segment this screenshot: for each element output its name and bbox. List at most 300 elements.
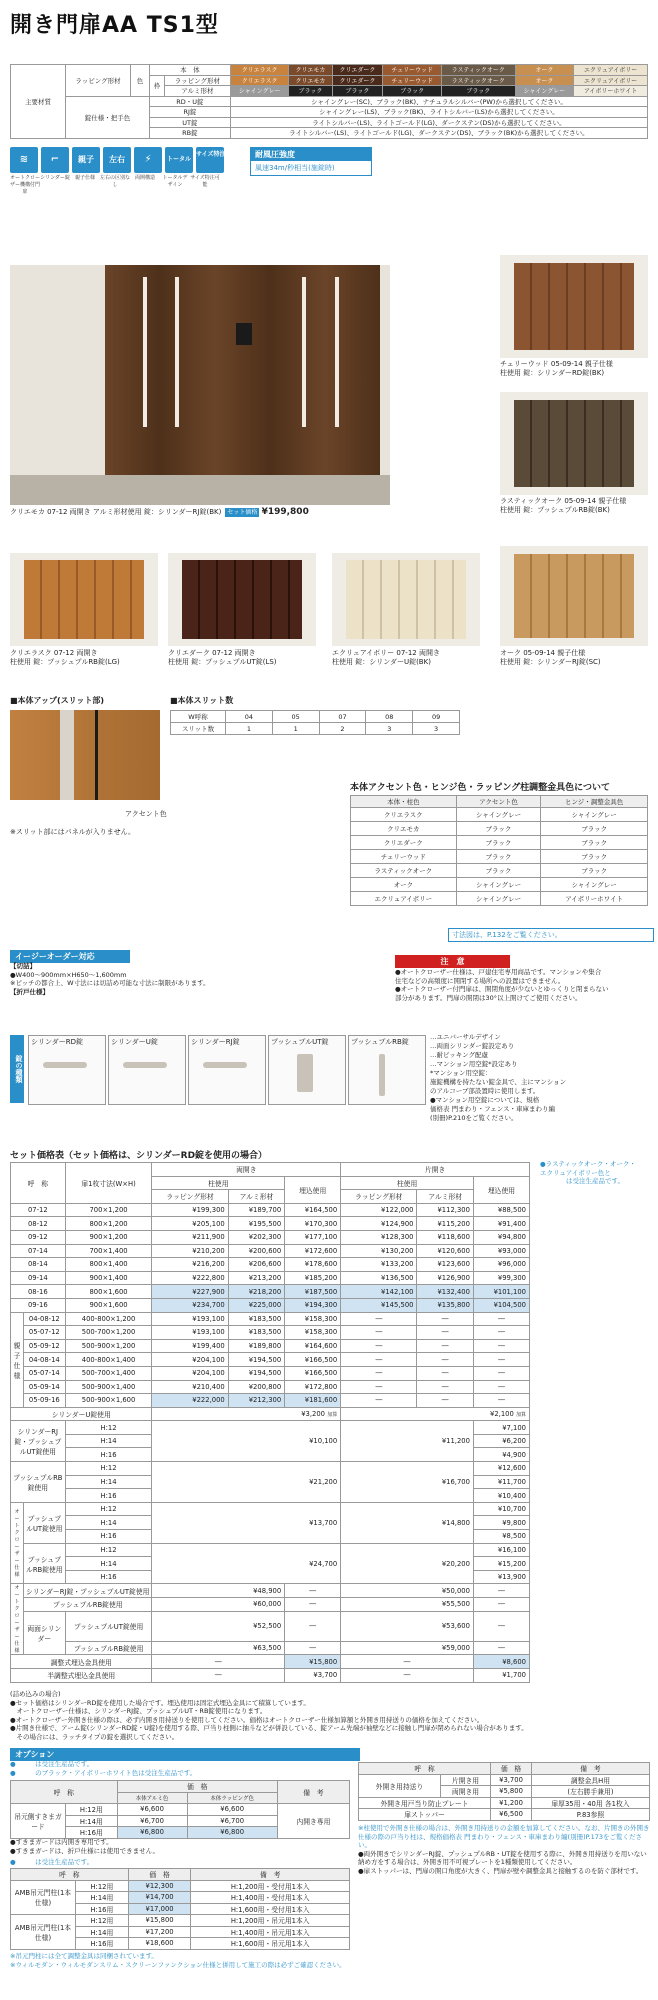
post-table [10, 1868, 350, 1950]
price-cell: ¥205,100 [152, 1217, 228, 1231]
slit-count: 3 [366, 723, 413, 735]
main-price: ¥199,800 [261, 507, 309, 517]
height-label: H:16 [65, 1570, 152, 1584]
color-swatch: チェリーウッド [383, 75, 442, 86]
gate-slit [335, 277, 339, 427]
price-cell: ¥178,600 [285, 1258, 341, 1272]
price-cell: ¥200,600 [228, 1244, 284, 1258]
extra-row [11, 1611, 530, 1641]
accent-cell: シャイングレー [541, 808, 648, 822]
side-photo [500, 255, 648, 358]
price-cell: ¥193,100 [152, 1326, 228, 1340]
price-row [11, 1244, 530, 1258]
price-header: 埋込使用 [285, 1176, 341, 1203]
autocloser-icon: ≋ [10, 147, 38, 173]
group-label: プッシュプルRB錠使用 [24, 1543, 66, 1584]
accent-cell: シャイングレー [456, 878, 541, 892]
note-line: オートクローザー仕様は、シリンダーRJ錠、プッシュプルUT・RB錠使用になります。 [10, 1707, 267, 1715]
legend-line: 施錠機構を持たない錠金具で、主にマンション [430, 1078, 567, 1086]
adjust-label: 調整式埋込金具使用 [11, 1655, 152, 1669]
price-cell: ¥200,800 [228, 1380, 284, 1394]
page-title: 開き門扉AA TS1型 [10, 13, 219, 38]
side-caption-1: チェリーウッド 05-09-14 親子仕様 [500, 360, 613, 368]
height-label: H:16 [65, 1489, 152, 1503]
gap-guard-notes [10, 1838, 159, 1855]
dash: ― [473, 1366, 529, 1380]
opt-note: ●すきまガードは、折戸仕様には使用できません。 [10, 1846, 160, 1855]
opt-cell: H:1,400用・受付用1本入 [191, 1892, 350, 1904]
row-caption-1: クリエダーク 07-12 両開き [168, 649, 256, 657]
group-single: ¥11,200 [341, 1421, 474, 1462]
price-cell: ¥104,500 [473, 1298, 529, 1312]
opt-cell: 扉厚35用・40用 各1枚入 [531, 1797, 649, 1809]
accent-cell: クリエラスク [351, 808, 457, 822]
color-swatch: チェリーウッド [383, 65, 442, 76]
legend-line: 価格表 門まわり・フェンス・車庫まわり編 [430, 1105, 556, 1113]
accent-header: 本体・柱色 [351, 796, 457, 808]
halfadj-value: ¥3,700 [313, 1671, 338, 1680]
post-notes [10, 1952, 350, 1969]
legend-line: …マンション用空錠*設定あり [430, 1060, 518, 1068]
opt-name: 吊元側すきまガード [11, 1804, 66, 1839]
addon-value: ¥2,100 [490, 1409, 514, 1418]
slit-note: ※スリット部にはパネルが入りません。 [10, 828, 136, 836]
spec-color-label: 色 [131, 65, 150, 97]
wind-resistance-box [250, 147, 372, 176]
row-photo [332, 553, 480, 646]
price-cell: ¥164,500 [285, 1203, 341, 1217]
opt-note: ※柱使用で外開き仕様の場合は、外開き用持送りの金額を加算してください。なお、片開きの外開き仕様の際の戸当り柱は、規格価格表 門まわり・フェンス・車庫まわり編(別冊)P.173をご覧ください。 [358, 1824, 650, 1849]
price-cell: ¥99,300 [473, 1271, 529, 1285]
gate-door [182, 560, 302, 638]
dash: ― [417, 1353, 473, 1367]
opt-cell: ¥6,700 [187, 1815, 277, 1827]
dash: ― [473, 1394, 529, 1408]
wind-head: 耐風圧強度 [251, 148, 371, 161]
dash: ― [341, 1380, 417, 1394]
price-cell: 500-900×1,600 [65, 1394, 152, 1408]
push-pull-handle-icon [297, 1054, 313, 1092]
spec-body-label: 本 体 [150, 65, 231, 76]
height-label: H:14 [65, 1434, 152, 1448]
opt-header: 価 格 [117, 1781, 277, 1793]
price-cell: 05-07-12 [24, 1326, 66, 1340]
opt-cell: H:14用 [76, 1926, 129, 1938]
dash: ― [417, 1366, 473, 1380]
side-caption [500, 360, 613, 378]
extra-cell: ¥60,000 [152, 1598, 285, 1612]
price-header: アルミ形材 [228, 1190, 284, 1204]
group-embed: ¥10,700 [473, 1502, 529, 1516]
price-cell: ¥96,000 [473, 1258, 529, 1272]
price-cell: 900×1,600 [65, 1298, 152, 1312]
extra-cell: ― [473, 1598, 529, 1612]
note-line: その場合には、ラッチタイプの錠を選択してください。 [10, 1732, 179, 1741]
price-cell: ¥88,500 [473, 1203, 529, 1217]
custom-size-icon: サイズ特注 [196, 147, 224, 173]
opt-cell: H:16用 [66, 1827, 118, 1839]
accent-cell: クリエモカ [351, 822, 457, 836]
opt-cell: H:14用 [66, 1815, 118, 1827]
price-cell: ¥170,300 [285, 1217, 341, 1231]
addon-label: シリンダーU錠使用 [11, 1407, 152, 1421]
option-note: ● のブラック・アイボリーホワイト色は受注生産品です。 [10, 1768, 197, 1777]
price-cell: 05-09-12 [24, 1339, 66, 1353]
row-photo [500, 546, 648, 646]
slit-count-heading: ■本体スリット数 [170, 696, 234, 705]
left-right-icon: 左右 [103, 147, 131, 173]
price-header: 柱使用 [341, 1176, 474, 1190]
price-cell: ¥112,300 [417, 1203, 473, 1217]
price-row [11, 1217, 530, 1231]
dash: ― [341, 1394, 417, 1408]
tax-label: 加算 [515, 1411, 526, 1418]
price-cell: 04-08-14 [24, 1353, 66, 1367]
price-cell: ¥199,400 [152, 1339, 228, 1353]
price-cell: ¥172,600 [285, 1244, 341, 1258]
color-swatch: クリエラスク [230, 65, 289, 76]
addon-row [11, 1543, 530, 1557]
main-photo-caption [10, 508, 410, 517]
accent-heading: 本体アクセント色・ヒンジ色・ラッピング柱調整金具色について [350, 783, 610, 793]
price-cell: ¥124,900 [341, 1217, 417, 1231]
extra-label: プッシュプルUT錠使用 [65, 1611, 152, 1641]
price-cell: ¥193,100 [152, 1312, 228, 1326]
accent-cell: シャイングレー [456, 808, 541, 822]
price-row [11, 1298, 530, 1312]
gate-slit [175, 277, 179, 427]
spec-frame-label: 枠 [150, 75, 165, 96]
dash: ― [152, 1655, 285, 1669]
opt-cell: H:16用 [76, 1903, 129, 1915]
icon-label: 両開構造 [134, 175, 155, 181]
extra-cell: ― [473, 1611, 529, 1641]
dash: ― [473, 1326, 529, 1340]
price-cell: 08-16 [11, 1285, 66, 1299]
opt-cell: ¥6,800 [187, 1827, 277, 1839]
accent-cell: ブラック [456, 864, 541, 878]
oyako-row [11, 1312, 530, 1326]
height-label: H:14 [65, 1516, 152, 1530]
gap-guard-table [10, 1780, 350, 1839]
icon-label: シリンダー錠 [40, 175, 70, 181]
price-cell: ¥194,500 [228, 1353, 284, 1367]
accent-line [95, 710, 98, 800]
gate-door [24, 560, 144, 638]
extra-cell: ¥50,000 [341, 1584, 474, 1598]
opt-header: 呼 称 [359, 1763, 491, 1775]
extra-cell: ― [285, 1611, 341, 1641]
group-double: ¥24,700 [152, 1543, 341, 1584]
slit-w: 04 [226, 711, 273, 723]
fold-head: 【折戸仕様】 [10, 987, 49, 996]
height-label: H:14 [65, 1557, 152, 1571]
price-cell: ¥158,300 [285, 1326, 341, 1340]
price-cell: ¥225,000 [228, 1298, 284, 1312]
height-label: H:12 [65, 1543, 152, 1557]
price-cell: ¥177,100 [285, 1230, 341, 1244]
group-double: ¥10,100 [152, 1421, 341, 1462]
icon-label: トータルデザイン [162, 175, 188, 188]
price-header: 片開き [341, 1163, 530, 1177]
price-cell: ¥185,200 [285, 1271, 341, 1285]
opt-cell: ¥6,800 [117, 1827, 187, 1839]
accent-cell: ラスティックオーク [351, 864, 457, 878]
price-cell: ¥166,500 [285, 1366, 341, 1380]
price-cell: 05-09-14 [24, 1380, 66, 1394]
height-label: H:14 [65, 1475, 152, 1489]
color-swatch: クリエモカ [289, 65, 332, 76]
lock-name: RB錠 [150, 128, 231, 139]
alu-color: ブラック [441, 86, 515, 97]
accent-cell: シャイングレー [541, 878, 648, 892]
adjust-single [473, 1655, 529, 1669]
color-swatch: ラスティックオーク [441, 65, 515, 76]
post-row [11, 1915, 350, 1927]
spec-wrap-label: ラッピング形材 [165, 75, 231, 86]
opt-cell: ¥14,700 [128, 1892, 191, 1904]
addon-price [341, 1407, 530, 1421]
group-label: プッシュプルRB錠使用 [11, 1462, 66, 1503]
spec-table [10, 64, 648, 139]
height-label: H:16 [65, 1530, 152, 1544]
price-cell: ¥123,600 [417, 1258, 473, 1272]
icon-label: 親子仕様 [74, 175, 95, 181]
extra-row [11, 1584, 530, 1598]
price-cell: 800×1,600 [65, 1285, 152, 1299]
price-cell: ¥118,600 [417, 1230, 473, 1244]
opt-cell: H:14用 [76, 1892, 129, 1904]
price-cell: ¥132,400 [417, 1285, 473, 1299]
price-header: 呼 称 [11, 1163, 66, 1204]
row-photo [10, 553, 158, 646]
lever-handle-icon [123, 1062, 167, 1068]
dash: ― [473, 1312, 529, 1326]
note-line: ●セット価格はシリンダーRD錠を使用した場合です。埋込使用は固定式埋込金具にて積算しています。 [10, 1698, 310, 1707]
tax-label: 加算 [327, 1411, 338, 1418]
auto-label: オートクローザー仕様 [11, 1502, 24, 1584]
legend-line: (別冊)P.210をご覧ください。 [430, 1114, 518, 1122]
halfadj-double [285, 1669, 341, 1683]
opt-name: 外開き用戸当り防止プレート [359, 1797, 491, 1809]
lock-colors: シャイングレー(LS)、ブラック(BK)、ライトシルバー(LS)から選択してください。 [230, 107, 647, 118]
dash: ― [152, 1669, 285, 1683]
opt-note: ※ウィルモダン・ウィルモダンスリム・スクリーンファンクション仕様と併用して施工の際は必ずご確認ください。 [10, 1960, 346, 1969]
group-embed: ¥13,900 [473, 1570, 529, 1584]
icon-label: 左右の区別なし [100, 175, 131, 188]
dash: ― [417, 1339, 473, 1353]
opt-cell: ¥17,000 [128, 1903, 191, 1915]
group-double: ¥21,200 [152, 1462, 341, 1503]
group-embed: ¥16,100 [473, 1543, 529, 1557]
extra-label: プッシュプルRB錠使用 [24, 1598, 152, 1612]
slit-w: 09 [413, 711, 460, 723]
slit-closeup-photo [10, 710, 160, 800]
color-swatch: クリエダーク [332, 65, 383, 76]
price-cell: 08-14 [11, 1258, 66, 1272]
price-row [11, 1258, 530, 1272]
dash: ― [341, 1326, 417, 1340]
price-cell: ¥158,300 [285, 1312, 341, 1326]
opt-name: AMB吊元門柱(1本仕様) [11, 1915, 76, 1950]
main-caption-text: クリエモカ 07-12 両開き アルミ形材使用 錠：シリンダーRJ錠(BK) [10, 508, 222, 516]
group-embed: ¥6,200 [473, 1434, 529, 1448]
extra-label: プッシュプルRB錠使用 [65, 1641, 152, 1655]
price-cell: ¥94,800 [473, 1230, 529, 1244]
opt-cell: H:12用 [66, 1804, 118, 1816]
accent-cell: ブラック [541, 822, 648, 836]
color-swatch: クリエモカ [289, 75, 332, 86]
price-row [11, 1285, 530, 1299]
spec-material: ラッピング形材 [66, 65, 131, 97]
price-heading: セット価格表（セット価格は、シリンダーRD錠を使用の場合） [10, 1151, 268, 1161]
dash: ― [341, 1339, 417, 1353]
alu-color: ブラック [289, 86, 332, 97]
extra-label: シリンダーRJ錠・プッシュプルUT錠使用 [24, 1584, 152, 1598]
height-label: H:12 [65, 1421, 152, 1435]
slit-heading: ■本体アップ(スリット部) [10, 696, 104, 705]
price-row [11, 1230, 530, 1244]
accent-cell: クリエダーク [351, 836, 457, 850]
opt-name: AMB吊元門柱(1本仕様) [11, 1880, 76, 1915]
price-cell: 500-900×1,400 [65, 1380, 152, 1394]
price-table [10, 1162, 530, 1683]
price-header: アルミ形材 [417, 1190, 473, 1204]
price-notes [10, 1690, 650, 1741]
opt-cell: H:12用 [76, 1880, 129, 1892]
color-swatch: クリエラスク [230, 75, 289, 86]
post-row [11, 1880, 350, 1892]
opt-cell: ¥6,700 [117, 1815, 187, 1827]
main-gate-photo [10, 265, 390, 505]
slit-w: 08 [366, 711, 413, 723]
price-row [11, 1271, 530, 1285]
height-label: H:12 [65, 1502, 152, 1516]
dash: ― [341, 1669, 474, 1683]
alu-color: アイボリーホワイト [574, 86, 648, 97]
feature-icons [10, 147, 227, 195]
caution-line: ●オートクローザー付門扉は、開閉角度が少ないとゆっくりと閉まらない [395, 985, 609, 993]
accent-cell: シャイングレー [456, 892, 541, 906]
price-cell: ¥212,300 [228, 1394, 284, 1408]
row-caption-2: 柱使用 錠：プッシュプルUT錠(LS) [168, 658, 277, 666]
price-cell: ¥122,000 [341, 1203, 417, 1217]
price-cell: ¥210,400 [152, 1380, 228, 1394]
accent-table [350, 795, 648, 906]
icon-label: オートクローザー機構付門扉 [10, 175, 41, 195]
accent-cell: アイボリーホワイト [541, 892, 648, 906]
accent-cell: ブラック [456, 836, 541, 850]
row-photo [168, 553, 316, 646]
accent-cell: ブラック [541, 850, 648, 864]
opt-cell: H:16用 [76, 1938, 129, 1950]
cut-head: 【切詰】 [10, 962, 36, 970]
group-embed: ¥12,600 [473, 1462, 529, 1476]
price-cell: ¥142,100 [341, 1285, 417, 1299]
price-header: ラッピング形材 [341, 1190, 417, 1204]
price-cell: 05-09-16 [24, 1394, 66, 1408]
side-caption-2: 柱使用 錠：シリンダーRD錠(BK) [500, 369, 605, 377]
bracket-table [358, 1762, 650, 1821]
slit-w-label: W呼称 [171, 711, 226, 723]
price-header: ラッピング形材 [152, 1190, 228, 1204]
extra-cell: ¥59,000 [341, 1641, 474, 1655]
dash: ― [341, 1655, 474, 1669]
color-swatch: オーク [515, 65, 574, 76]
push-pull-handle-icon [379, 1054, 385, 1096]
group-embed: ¥7,100 [473, 1421, 529, 1435]
addon-row [11, 1462, 530, 1476]
post-note: ● は受注生産品です。 [10, 1858, 94, 1866]
oyako-row [11, 1326, 530, 1340]
opt-name: 外開き用持送り [359, 1774, 441, 1797]
option-note: ● は受注生産品です。 [10, 1760, 94, 1768]
spec-alu-label: アルミ形材 [165, 86, 231, 97]
price-cell: ¥128,300 [341, 1230, 417, 1244]
halfadj-single [473, 1669, 529, 1683]
side-caption-2: 柱使用 錠：プッシュプルRB錠(BK) [500, 506, 610, 514]
bracket-notes [358, 1824, 650, 1875]
addon-price [152, 1407, 341, 1421]
opt-name: 扉ストッパー [359, 1809, 491, 1821]
price-cell: 900×1,200 [65, 1230, 152, 1244]
legend-line: ●マンション用空錠については、規格 [430, 1096, 540, 1104]
lock-name: RJ錠 [150, 107, 231, 118]
opt-cell: 片開き用 [440, 1774, 490, 1786]
options-bar: オプション [10, 1748, 360, 1761]
extra-cell: ― [473, 1584, 529, 1598]
auto-label: オートクローザー仕様 [11, 1584, 24, 1655]
price-cell: ¥194,300 [285, 1298, 341, 1312]
slit-count: 3 [413, 723, 460, 735]
gate-slit [143, 277, 147, 427]
dash: ― [417, 1394, 473, 1408]
lock-colors: シャイングレー(SC)、ブラック(BK)、ナチュラルシルバー(PW)から選択してください。 [230, 96, 647, 107]
price-cell: ¥187,500 [285, 1285, 341, 1299]
set-price-tag: セット価格 [227, 509, 258, 516]
opt-cell: ¥12,300 [128, 1880, 191, 1892]
alu-color: シャイングレー [230, 86, 289, 97]
lock-card [108, 1035, 186, 1105]
lever-handle-icon [43, 1062, 87, 1068]
oyako-row [11, 1394, 530, 1408]
oyako-row [11, 1339, 530, 1353]
slit [60, 710, 74, 800]
options-notes [10, 1760, 196, 1777]
accent-header: ヒンジ・調整金具色 [541, 796, 648, 808]
alu-color: ブラック [383, 86, 442, 97]
lock-name: RD・U錠 [150, 96, 231, 107]
price-cell: 09-16 [11, 1298, 66, 1312]
opt-cell: H:1,200用・吊元用1本入 [191, 1915, 350, 1927]
oyako-row [11, 1380, 530, 1394]
lock-legend [430, 1033, 650, 1123]
cylinder-lock-icon: ⌐ [41, 147, 69, 173]
price-cell: ¥204,100 [152, 1366, 228, 1380]
lock-name: プッシュプルRB錠 [351, 1038, 409, 1046]
opt-header: 価 格 [128, 1869, 191, 1881]
price-cell: 800×1,400 [65, 1258, 152, 1272]
opt-cell: ¥6,600 [117, 1804, 187, 1816]
price-cell: ¥213,200 [228, 1271, 284, 1285]
slit-count-table [170, 710, 460, 735]
price-cell: ¥183,500 [228, 1312, 284, 1326]
color-swatch: オーク [515, 75, 574, 86]
side-photo [500, 392, 648, 495]
price-header: 埋込使用 [473, 1176, 529, 1203]
price-header: 柱使用 [152, 1176, 285, 1190]
price-cell: ¥145,500 [341, 1298, 417, 1312]
